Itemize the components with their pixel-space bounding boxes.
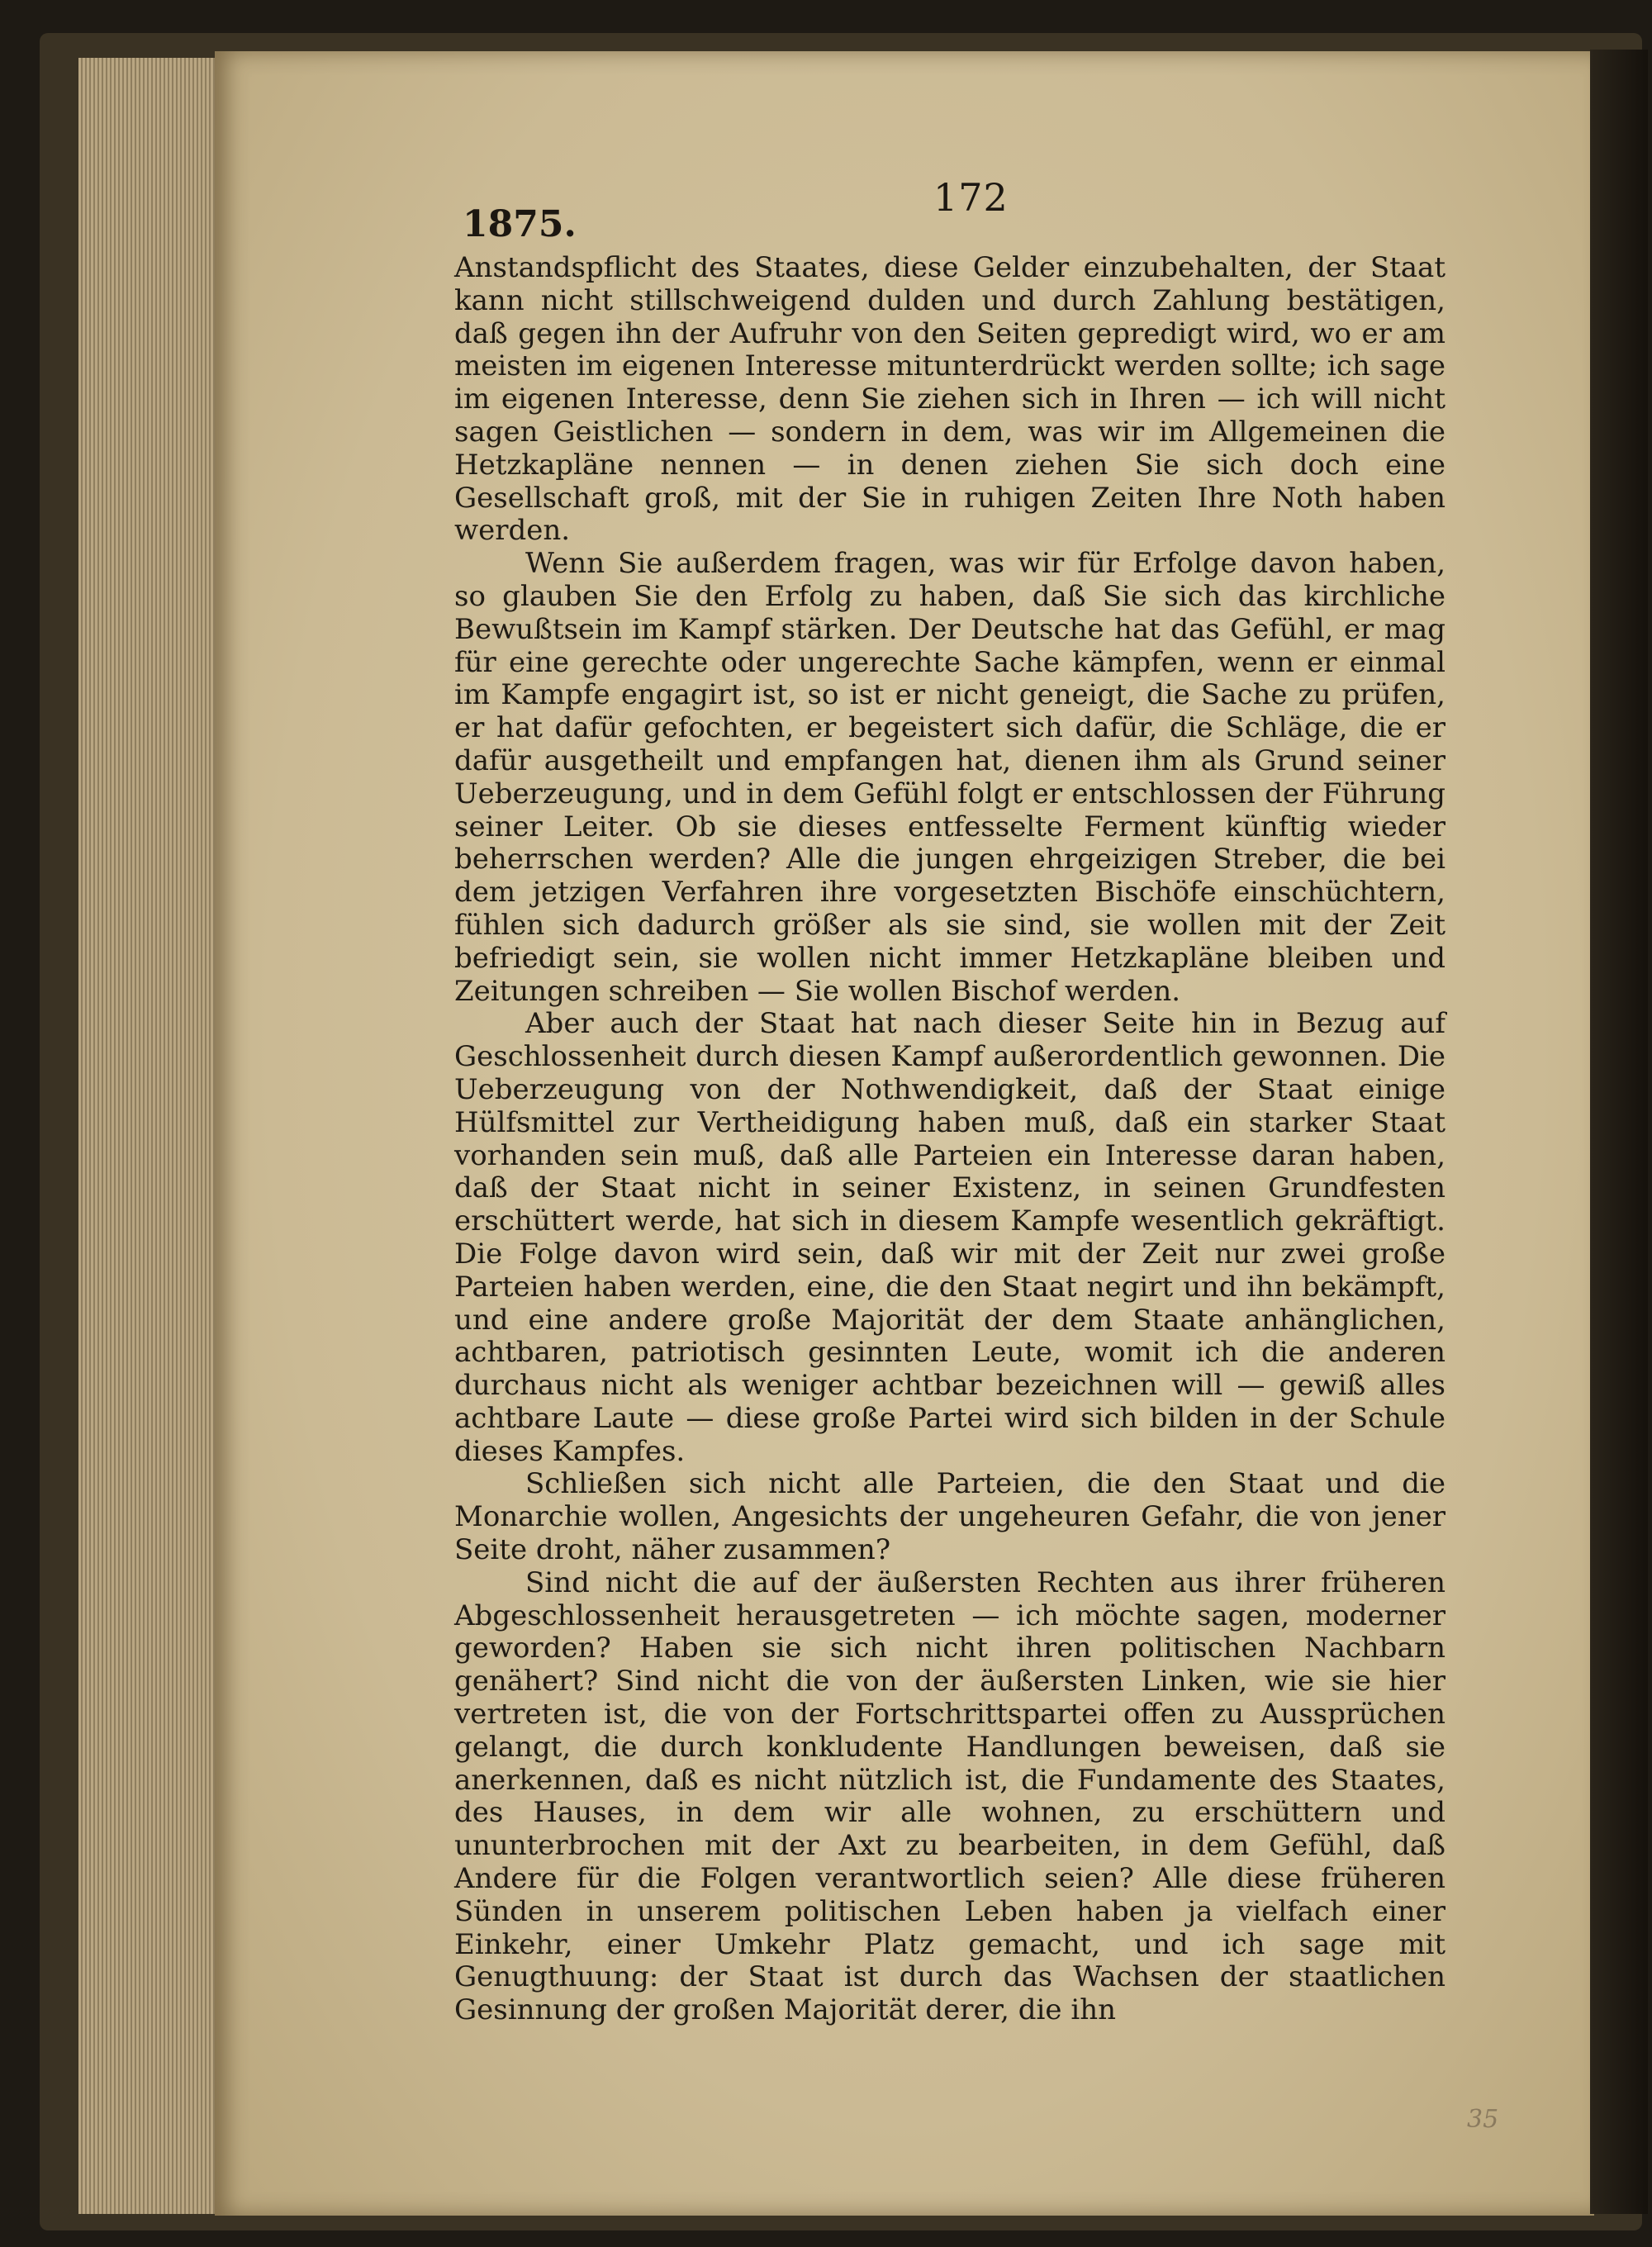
paragraph-2: Wenn Sie außerdem fragen, was wir für Erfolge davon haben, so glauben Sie den Erfolg zu haben, daß Sie sich das kirchliche Bewußtsein im Kampf stärken. Der Deutsche hat das Gefühl, er mag für eine gerechte oder ungerechte Sache kämpfen, wenn er einmal im Kampfe engagirt ist, so ist er nicht geneigt, die Sache zu prüfen, er hat dafür gefochten, er begeistert sich dafür, die Schläge, die er dafür ausgetheilt und empfangen hat, dienen ihm als Grund seiner Ueberzeugung, und in dem Gefühl folgt er entschlossen der Führung seiner Leiter. Ob sie dieses entfesselte Ferment künftig wieder beherrschen werden? Alle die jungen ehrgeizigen Streber, die bei dem jetzigen Verfahren ihre vorgesetzten Bischöfe einschüchtern, fühlen sich dadurch größer als sie sind, sie wollen mit der Zeit befriedigt sein, sie wollen nicht immer Hetzkapläne bleiben und Zeitungen schreiben — Sie wollen Bischof werden. <box>454 547 1446 1008</box>
facing-page-edge <box>1590 50 1648 2214</box>
paragraph-5: Sind nicht die auf der äußersten Rechten aus ihrer früheren Abgeschlossenheit herausgetreten — ich möchte sagen, moderner geworden? Haben sie sich nicht ihren politischen Nachbarn genähert? Sind nicht die von der äußersten Linken, wie sie hier vertreten ist, die von der Fortschrittspartei offen zu Aussprüchen gelangt, die durch konkludente Handlungen beweisen, daß sie anerkennen, daß es nicht nützlich ist, die Fundamente des Staates, des Hauses, in dem wir alle wohnen, zu erschüttern und ununterbrochen mit der Axt zu bearbeiten, in dem Gefühl, daß Andere für die Folgen verantwortlich seien? Alle diese früheren Sünden in unserem politischen Leben haben ja vielfach einer Einkehr, einer Umkehr Platz gemacht, und ich sage mit Genugthuung: der Staat ist durch das Wachsen der staatlichen Gesinnung der großen Majorität derer, die ihn <box>454 1565 1446 2027</box>
paragraph-1: Anstandspflicht des Staates, diese Gelder einzubehalten, der Staat kann nicht stillschweigend dulden und durch Zahlung bestätigen, daß gegen ihn der Aufruhr von den Seiten gepredigt wird, wo er am meisten im eigenen Interesse mitunterdrückt werden sollte; ich sage im eigenen Interesse, denn Sie ziehen sich in Ihren — ich will nicht sagen Geistlichen — sondern in dem, was wir im Allgemeinen die Hetzkapläne nennen — in denen ziehen Sie sich doch eine Gesellschaft groß, mit der Sie in ruhigen Zeiten Ihre Noth haben werden. <box>454 251 1446 548</box>
body-text <box>454 252 1446 2027</box>
page-year-heading: 1875. <box>463 203 577 245</box>
paragraph-3: Aber auch der Staat hat nach dieser Seite hin in Bezug auf Geschlossenheit durch diesen Kampf außerordentlich gewonnen. Die Ueberzeugung von der Nothwendigkeit, daß der Staat einige Hülfsmittel zur Vertheidigung haben muß, daß ein starker Staat vorhanden sein muß, daß alle Parteien ein Interesse daran haben, daß der Staat nicht in seiner Existenz, in seinen Grundfesten erschüttert werde, hat sich in diesem Kampfe wesentlich gekräftigt. Die Folge davon wird sein, daß wir mit der Zeit nur zwei große Parteien haben werden, eine, die den Staat negirt und ihn bekämpft, und eine andere große Majorität der dem Staate anhänglichen, achtbaren, patriotisch gesinnten Leute, womit ich die anderen durchaus nicht als weniger achtbar bezeichnen will — gewiß alles achtbare Laute — diese große Partei wird sich bilden in der Schule dieses Kampfes. <box>454 1007 1446 1468</box>
page-number: 172 <box>933 175 1009 220</box>
paragraph-4: Schließen sich nicht alle Parteien, die den Staat und die Monarchie wollen, Angesichts der ungeheuren Gefahr, die von jener Seite droht, näher zusammen? <box>454 1467 1446 1567</box>
pencil-annotation: 35 <box>1467 2105 1499 2134</box>
page-stack-edge <box>78 58 227 2214</box>
